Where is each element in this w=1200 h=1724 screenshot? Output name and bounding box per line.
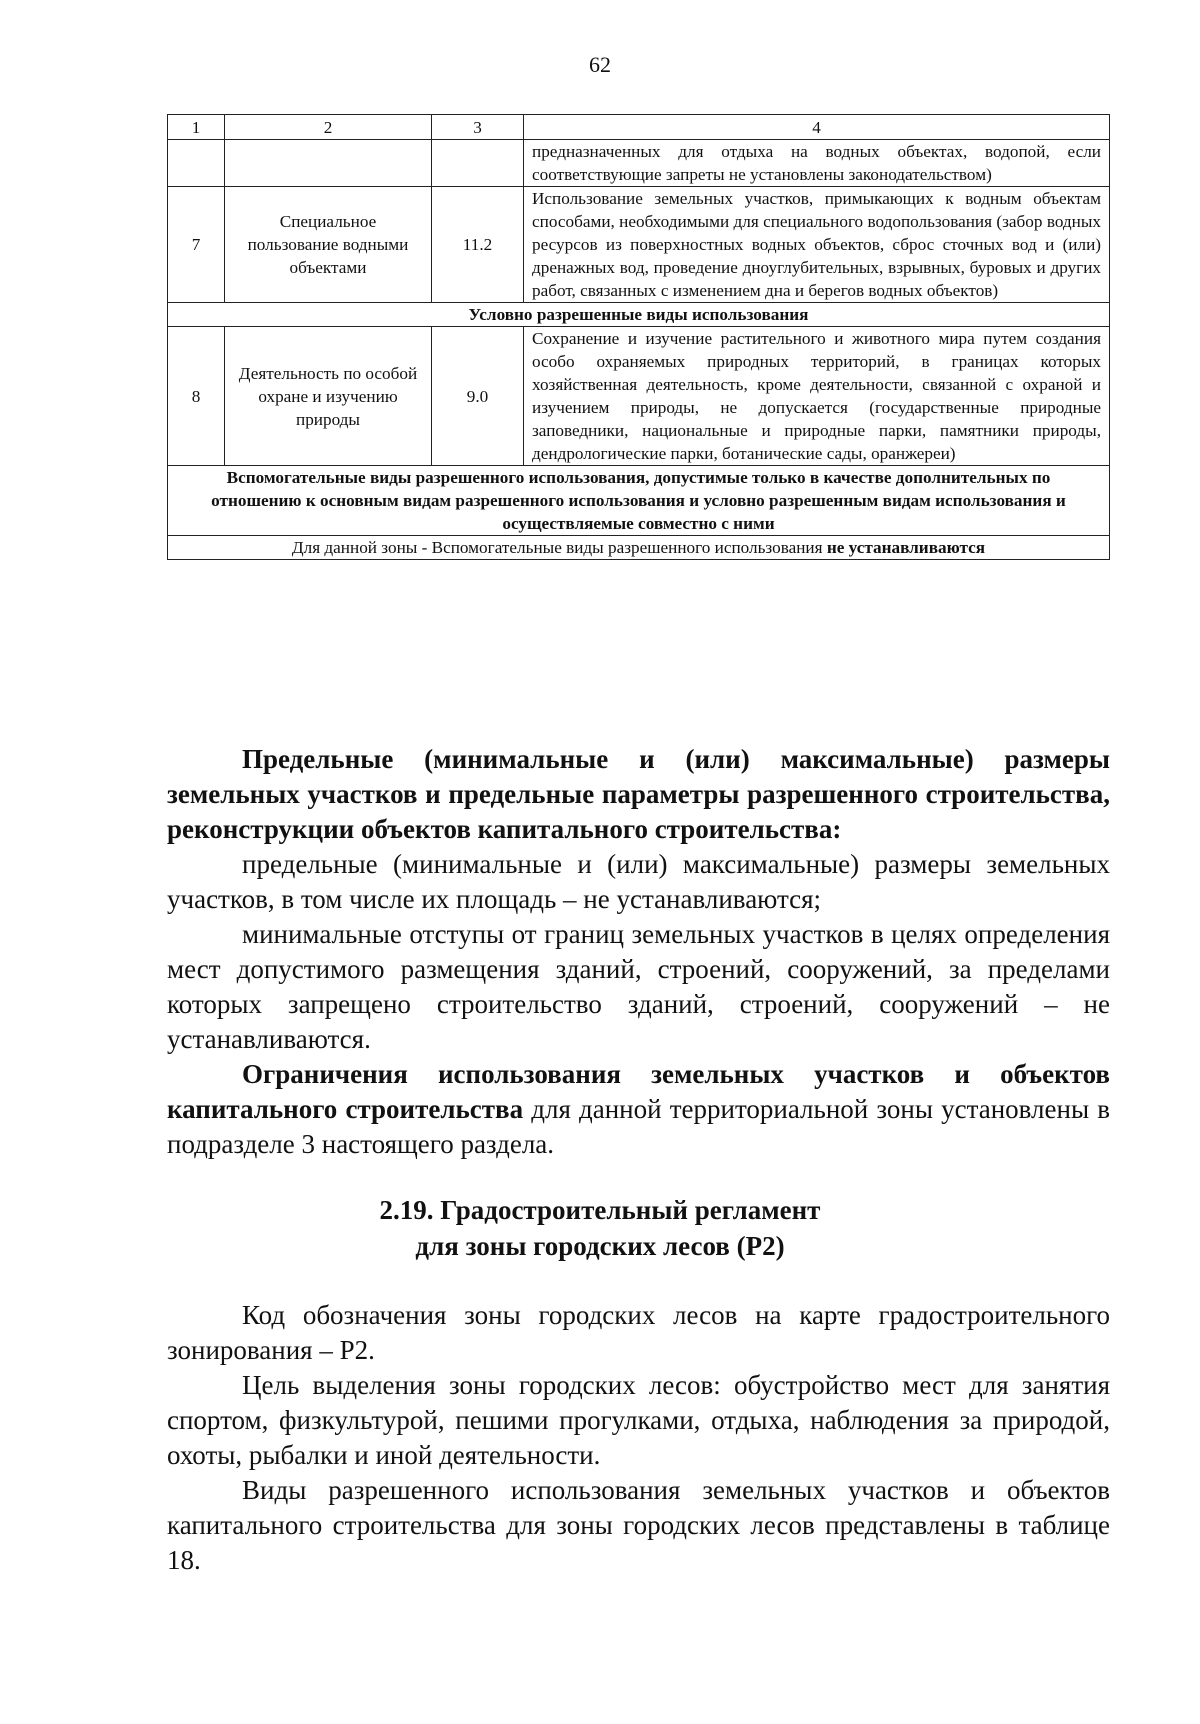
limits-heading: Предельные (минимальные и (или) максимальные) размеры земельных участков и предельные параметры разрешенного строительства, реконструкции объектов капитального строительства:	[167, 744, 1110, 844]
section-title-line-2: для зоны городских лесов (Р2)	[415, 1231, 785, 1261]
header-col-2: 2	[225, 115, 432, 140]
use-type-description: Использование земельных участков, примыкающих к водным объектам способами, необходимыми для специального водопользования (забор водных ресурсов из поверхностных водных объектов, сброс сточных вод и (или) дренажных вод, проведение дноуглубительных, взрывных, буровых и других работ, связанных с изменением дна и берегов водных объектов)	[524, 187, 1110, 303]
cell-empty	[432, 140, 524, 187]
section-row-auxiliary	[168, 466, 1110, 536]
table-row-8	[168, 327, 1110, 466]
section-paragraph-3: Виды разрешенного использования земельных участков и объектов капитального строительства для зоны городских лесов представлены в таблице 18.	[167, 1475, 1110, 1575]
section-paragraph-2: Цель выделения зоны городских лесов: обустройство мест для занятия спортом, физкультурой, пешими прогулками, отдыха, наблюдения за природой, охоты, рыбалки и иной деятельности.	[167, 1370, 1110, 1470]
page-number: 62	[589, 52, 611, 77]
use-type-name: Деятельность по особой охране и изучению природы	[225, 327, 432, 466]
section-paragraph-1: Код обозначения зоны городских лесов на карте градостроительного зонирования – Р2.	[167, 1300, 1110, 1365]
section-heading	[0, 1192, 1200, 1264]
section-row-conditional	[168, 303, 1110, 327]
land-use-table	[167, 114, 1110, 560]
limits-block	[167, 742, 1110, 1162]
row-number: 8	[168, 327, 225, 466]
continuation-description: предназначенных для отдыха на водных объектах, водопой, если соответствующие запреты не установлены законодательством)	[524, 140, 1110, 187]
cell-empty	[168, 140, 225, 187]
note-text: Для данной зоны - Вспомогательные виды разрешенного использования	[291, 538, 827, 557]
auxiliary-note	[168, 536, 1110, 560]
note-emphasis: не устанавливаются	[826, 538, 986, 557]
header-col-1: 1	[168, 115, 225, 140]
section-title-line-1: 2.19. Градостроительный регламент	[379, 1195, 821, 1225]
limits-item-2: минимальные отступы от границ земельных участков в целях определения мест допустимого размещения зданий, строений, сооружений, за пределами которых запрещено строительство зданий, строений, сооружений – не устанавливаются.	[167, 919, 1110, 1054]
table-header-row	[168, 115, 1110, 140]
use-type-code: 9.0	[432, 327, 524, 466]
use-type-code: 11.2	[432, 187, 524, 303]
section-title-conditional: Условно разрешенные виды использования	[168, 303, 1110, 327]
cell-empty	[225, 140, 432, 187]
row-number: 7	[168, 187, 225, 303]
section-title-auxiliary: Вспомогательные виды разрешенного использования, допустимые только в качестве дополнительных по отношению к основным видам разрешенного использования и условно разрешенным видам использования и осуществляемые совместно с ними	[168, 466, 1110, 536]
table-row-continuation	[168, 140, 1110, 187]
limits-item-1: предельные (минимальные и (или) максимальные) размеры земельных участков, в том числе их площадь – не устанавливаются;	[167, 849, 1110, 914]
restrictions-paragraph	[167, 1057, 1110, 1162]
use-type-name: Специальное пользование водными объектами	[225, 187, 432, 303]
header-col-3: 3	[432, 115, 524, 140]
restrictions-rest: для данной территориальной зоны установлены в подразделе 3 настоящего раздела.	[167, 1094, 1110, 1159]
section-body	[167, 1298, 1110, 1578]
note-row	[168, 536, 1110, 560]
header-col-4: 4	[524, 115, 1110, 140]
table-row-7	[168, 187, 1110, 303]
use-type-description: Сохранение и изучение растительного и животного мира путем создания особо охраняемых природных территорий, в границах которых хозяйственная деятельность, кроме деятельности, связанной с охраной и изучением природы, не допускается (государственные природные заповедники, национальные и природные парки, памятники природы, дендрологические парки, ботанические сады, оранжереи)	[524, 327, 1110, 466]
restrictions-bold: Ограничения использования земельных участков и объектов капитального строительства	[167, 1059, 1110, 1124]
